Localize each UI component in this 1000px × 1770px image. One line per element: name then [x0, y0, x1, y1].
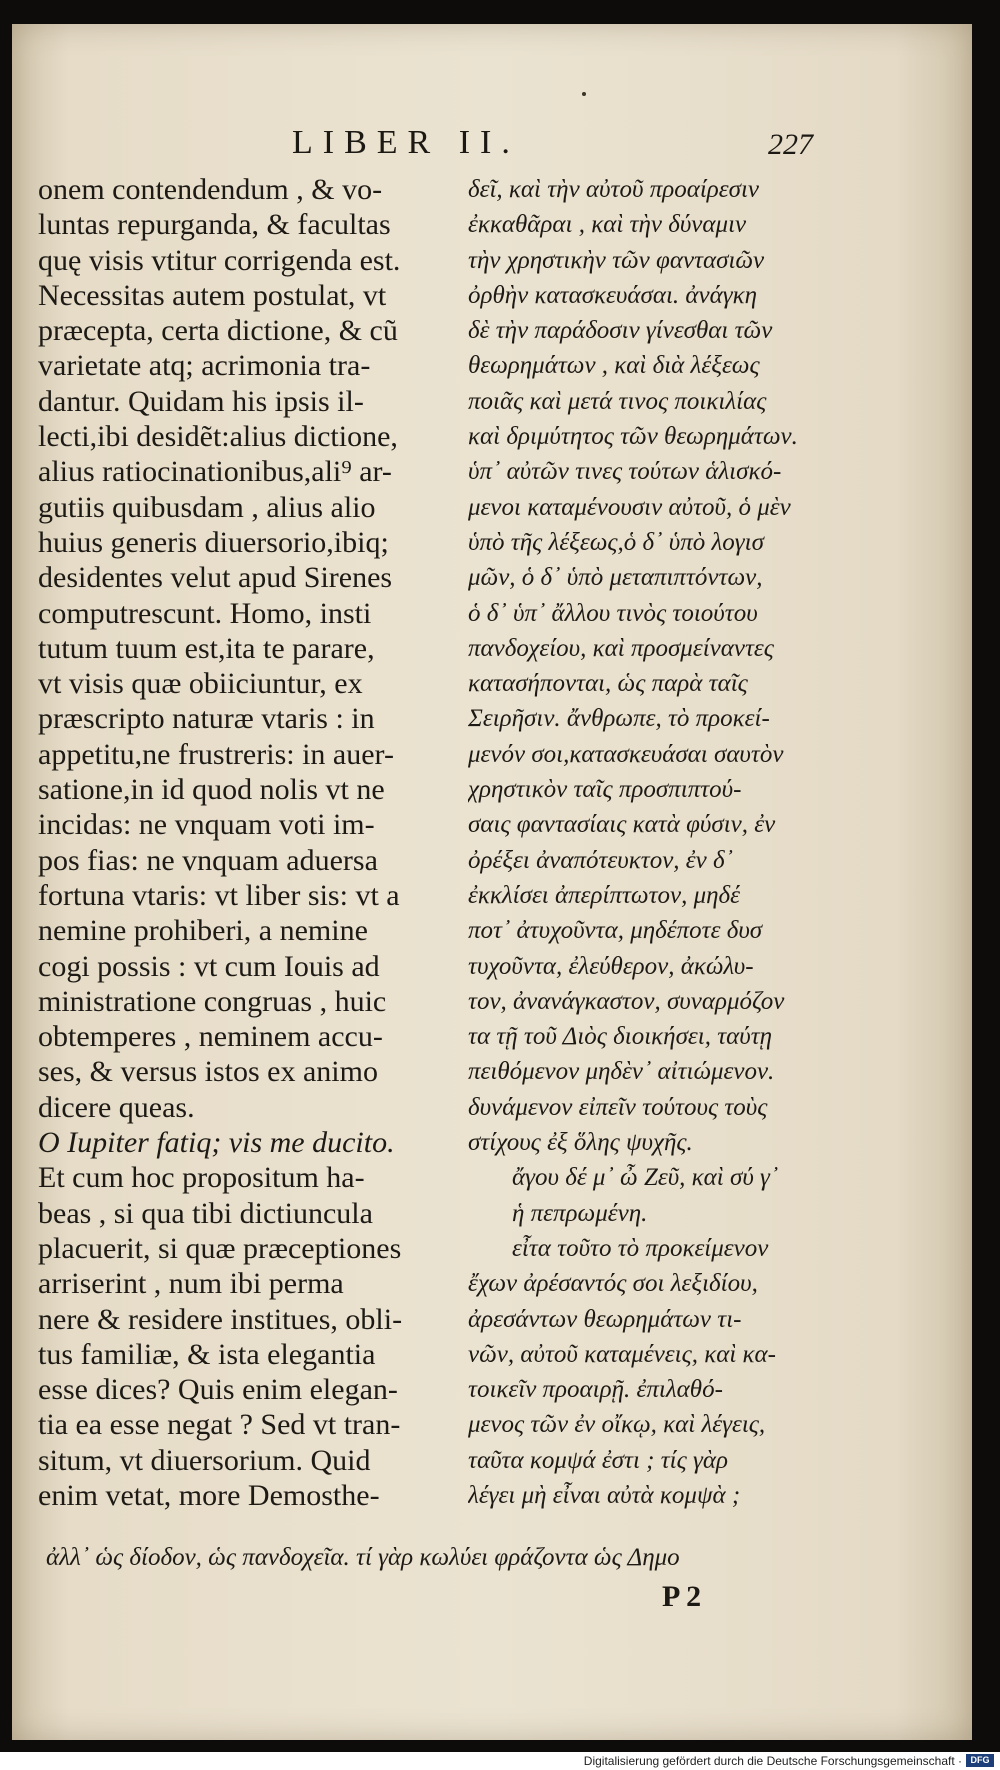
greek-line: ταῦτα κομψά ἐστι ; τίς γὰρ — [468, 1446, 728, 1474]
latin-line: fortuna vtaris: vt liber sis: vt a — [38, 878, 400, 912]
latin-column — [38, 172, 460, 1513]
latin-line: enim vetat, more Demosthe- — [38, 1478, 380, 1512]
greek-line: ἐκκλίσει ἀπερίπτωτον, μηδέ — [468, 881, 741, 909]
greek-line: ὁ δ᾽ ὑπ᾽ ἄλλου τινὸς τοιούτου — [468, 599, 758, 627]
page-number: 227 — [768, 128, 813, 161]
latin-line: tia ea esse negat ? Sed vt tran- — [38, 1408, 401, 1442]
latin-line: appetitu,ne frustreris: in auer- — [38, 737, 394, 771]
greek-line: θεωρημάτων , καὶ διὰ λέξεως — [468, 352, 760, 380]
greek-line: μενος τῶν ἐν οἴκῳ, καὶ λέγεις, — [468, 1411, 766, 1439]
greek-line: κατασήπονται, ὡς παρὰ ταῖς — [468, 670, 748, 698]
latin-line: huius generis diuersorio,ibiq; — [38, 525, 389, 559]
latin-line: præcepta, certa dictione, & cũ — [38, 314, 398, 348]
latin-line: ses, & versus istos ex animo — [38, 1055, 378, 1089]
book-page — [12, 24, 972, 1740]
latin-line: luntas repurganda, & facultas — [38, 208, 391, 242]
latin-line: varietate atq; acrimonia tra- — [38, 349, 371, 383]
greek-line: δεῖ, καὶ τὴν αὐτοῦ προαίρεσιν — [468, 176, 760, 203]
greek-line: λέγει μὴ εἶναι αὐτὰ κομψὰ ; — [468, 1481, 741, 1509]
greek-line: τον, ἀνανάγκαστον, συναρμόζον — [468, 987, 785, 1015]
latin-line: nemine prohiberi, a nemine — [38, 914, 368, 948]
latin-line: placuerit, si quæ præceptiones — [38, 1231, 402, 1265]
latin-line: pos fias: ne vnquam aduersa — [38, 843, 378, 877]
latin-line: incidas: ne vnquam voti im- — [38, 808, 375, 842]
latin-line: arriserint , num ibi perma — [38, 1267, 344, 1301]
greek-line: νῶν, αὐτοῦ καταμένεις, καὶ κα- — [468, 1340, 777, 1368]
greek-line: ποτ᾽ ἀτυχοῦντα, μηδέποτε δυσ — [468, 917, 763, 945]
latin-line: satione,in id quod nolis vt ne — [38, 773, 385, 807]
greek-column — [468, 172, 828, 1513]
latin-line: Et cum hoc propositum ha- — [38, 1161, 365, 1195]
latin-line: obtemperes , neminem accu- — [38, 1020, 383, 1054]
greek-line: σαις φαντασίαις κατὰ φύσιν, ἐν — [468, 811, 776, 839]
greek-line: ἐκκαθᾶραι , καὶ τὴν δύναμιν — [468, 211, 747, 239]
greek-line: ὀρέξει ἀναπότευκτον, ἐν δ᾽ — [468, 846, 733, 874]
latin-line: dicere queas. — [38, 1090, 195, 1124]
latin-line: computrescunt. Homo, insti — [38, 596, 372, 630]
greek-line: τα τῇ τοῦ Διὸς διοικήσει, ταύτῃ — [468, 1023, 773, 1051]
latin-line: præscripto naturæ vtaris : in — [38, 702, 375, 736]
greek-line: ὑπ᾽ αὐτῶν τινες τούτων ἁλισκό- — [468, 458, 782, 486]
latin-line: esse dices? Quis enim elegan- — [38, 1373, 398, 1407]
greek-line: μενόν σοι,κατασκευάσαι σαυτὸν — [468, 740, 784, 768]
latin-line: cogi possis : vt cum Iouis ad — [38, 949, 380, 983]
greek-line: ἀρεσάντων θεωρημάτων τι- — [468, 1305, 742, 1333]
footer-credit: Digitalisierung gefördert durch die Deutsche Forschungsgemeinschaft · — [583, 1754, 962, 1768]
latin-line: tus familiæ, & ista elegantia — [38, 1337, 376, 1371]
greek-line: Σειρῆσιν. ἄνθρωπε, τὸ προκεί- — [468, 705, 770, 733]
greek-line: ἔχων ἀρέσαντός σοι λεξιδίου, — [468, 1270, 758, 1298]
signature-mark: P 2 — [662, 1580, 702, 1613]
latin-line: onem contendendum , & vo- — [38, 173, 383, 206]
greek-line: τοικεῖν προαιρῇ. ἐπιλαθό- — [468, 1376, 723, 1404]
footer-bar — [0, 1752, 1000, 1770]
running-title: LIBER II. — [292, 124, 520, 161]
greek-line: καὶ δριμύτητος τῶν θεωρημάτων. — [468, 423, 798, 451]
greek-line: χρηστικὸν ταῖς προσπιπτού- — [468, 776, 742, 804]
latin-line: nere & residere institues, obli- — [38, 1302, 403, 1336]
latin-line: alius ratiocinationibus,ali⁹ ar- — [38, 455, 392, 489]
latin-line: vt visis quæ obiiciuntur, ex — [38, 667, 363, 701]
greek-line: πειθόμενον μηδὲν᾽ αἰτιώμενον. — [468, 1058, 775, 1086]
latin-line: O Iupiter fatiq; vis me ducito. — [38, 1126, 395, 1160]
latin-line: ministratione congruas , huic — [38, 984, 387, 1018]
greek-bottom-line: ἀλλ᾽ ὡς δίοδον, ὡς πανδοχεῖα. τί γὰρ κωλύει φράζοντα ὡς Δημο — [46, 1544, 680, 1571]
latin-line: dantur. Quidam his ipsis il- — [38, 384, 364, 418]
greek-line: τὴν χρηστικὴν τῶν φαντασιῶν — [468, 246, 765, 274]
greek-line: μῶν, ὁ δ᾽ ὑπὸ μεταπιπτόντων, — [468, 564, 763, 592]
greek-line: ὑπὸ τῆς λέξεως,ὁ δ᾽ ὑπὸ λογισ — [468, 528, 764, 556]
greek-line: ἄγου δέ μ᾽ ὦ Ζεῦ, καὶ σύ γ᾽ — [512, 1164, 779, 1192]
latin-line: quę visis vtitur corrigenda est. — [38, 243, 401, 277]
latin-line: situm, vt diuersorium. Quid — [38, 1443, 371, 1477]
greek-line: δυνάμενον εἰπεῖν τούτους τοὺς — [468, 1093, 768, 1121]
latin-line: tutum tuum est,ita te parare, — [38, 631, 375, 665]
latin-line: gutiis quibusdam , alius alio — [38, 490, 376, 524]
greek-line: τυχοῦντα, ἐλεύθερον, ἀκώλυ- — [468, 952, 754, 980]
greek-line: ἡ πεπρωμένη. — [512, 1199, 648, 1227]
latin-line: beas , si qua tibi dictiuncula — [38, 1196, 373, 1230]
latin-line: desidentes velut apud Sirenes — [38, 561, 393, 595]
greek-line: ποιᾶς καὶ μετά τινος ποικιλίας — [468, 387, 767, 415]
greek-line: ὀρθὴν κατασκευάσαι. ἀνάγκη — [468, 281, 757, 309]
latin-line: Necessitas autem postulat, vt — [38, 278, 387, 312]
latin-line: lecti,ibi desidẽt:alius dictione, — [38, 420, 398, 454]
greek-line: δὲ τὴν παράδοσιν γίνεσθαι τῶν — [468, 317, 773, 345]
ink-speck — [582, 92, 586, 96]
greek-line: εἶτα τοῦτο τὸ προκείμενον — [512, 1234, 769, 1262]
greek-line: πανδοχείου, καὶ προσμείναντες — [468, 634, 774, 662]
greek-line: μενοι καταμένουσιν αὐτοῦ, ὁ μὲν — [468, 493, 791, 521]
dfg-logo: DFG — [966, 1754, 994, 1767]
greek-line: στίχους ἐξ ὅλης ψυχῆς. — [468, 1129, 693, 1157]
